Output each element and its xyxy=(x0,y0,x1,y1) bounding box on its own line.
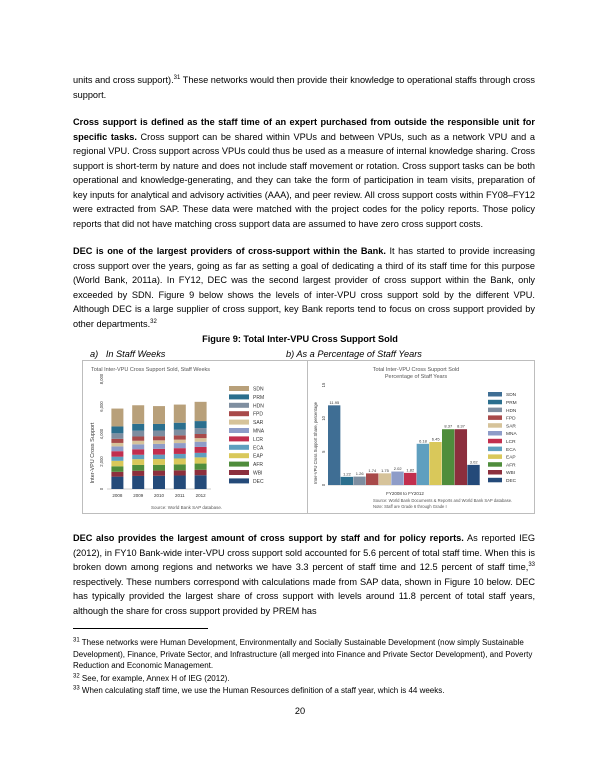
legend-label: LCR xyxy=(506,440,516,445)
legend-label: WBI xyxy=(253,470,263,477)
bar-segment-sdn xyxy=(111,409,123,427)
y-tick-label: 0 xyxy=(321,483,326,487)
bar-segment-afr xyxy=(153,465,165,471)
bar-lcr xyxy=(404,473,416,485)
y-tick-label: 8,000 xyxy=(99,373,104,385)
footnote-number: 32 xyxy=(73,673,80,680)
data-label: 8.37 xyxy=(444,423,453,429)
legend-label: FPD xyxy=(506,416,516,422)
legend-label: HDN xyxy=(506,408,517,414)
bar-segment-eca xyxy=(132,455,144,459)
paragraph-text: These networks would then provide their knowledge to operational staffs through cross support. xyxy=(73,75,535,100)
bar-segment-hdn xyxy=(132,431,144,437)
bar-segment-eca xyxy=(111,457,123,461)
bar-segment-wbi xyxy=(111,472,123,477)
y-axis-label: Inter-VPU Cross Support Share, percentage xyxy=(313,402,318,484)
data-label: 3.02 xyxy=(469,459,478,465)
paragraph-text: As reported IEG (2012), in FY10 Bank-wide inter-VPU cross support sold accounted for 5.6 percent of total staff time. When this is broken down among regions and networks we have 3.3 percent of staff time and 12.5 percent of staff time, xyxy=(73,533,535,572)
bar-segment-eca xyxy=(153,455,165,459)
legend-swatch xyxy=(229,386,249,391)
paragraph-dec-provider xyxy=(73,244,535,331)
legend-label: SDN xyxy=(253,386,264,393)
bar-prm xyxy=(341,477,353,485)
bar-fpd xyxy=(366,473,378,485)
bar-segment-dec xyxy=(111,477,123,489)
footnote-divider xyxy=(73,628,208,629)
bar-segment-sdn xyxy=(195,402,207,421)
legend-swatch xyxy=(488,400,502,405)
x-axis-label: FY2008 to FY2012 xyxy=(386,491,424,496)
bar-segment-mna xyxy=(153,444,165,449)
footnote-text: These networks were Human Development, Environmentally and Socially Sustainable Development (now simply Sustainable Development), Finance, Private Sector, and Infrastructure (all merged into Finance and Private Sector Development), and Poverty Reduction and Economic Management. xyxy=(73,638,533,670)
x-tick-label: 2012 xyxy=(195,493,206,498)
legend-swatch xyxy=(488,462,502,467)
legend-label: AFR xyxy=(506,463,516,469)
bar-segment-lcr xyxy=(174,448,186,454)
paragraph-text: It has started to provide increasing cross support over the years, going as far as setting a goal of dedicating a third of its staff time for this purpose (World Bank, 2011a). In FY12, DEC was the second largest provider of cross support within the Bank, only exceeded by SDN. Figure 9 below shows the levels of inter-VPU cross support sold by the different VPU. Although DEC is a large supplier of cross support, key Bank reports tend to focus on cross support provided by other departments. xyxy=(73,246,535,329)
paragraph-text: units and cross support). xyxy=(73,75,174,85)
legend-swatch xyxy=(488,392,502,397)
bar-segment-mna xyxy=(195,442,207,447)
legend-label: PRM xyxy=(253,394,265,401)
bar-segment-dec xyxy=(174,476,186,489)
legend-swatch xyxy=(488,415,502,420)
y-axis-label: Inter-VPU Cross Support xyxy=(90,422,96,484)
legend-swatch xyxy=(229,403,249,408)
bar-segment-sar xyxy=(195,438,207,442)
bar-segment-sar xyxy=(132,441,144,445)
bar-segment-afr xyxy=(111,466,123,472)
bar-segment-dec xyxy=(132,476,144,489)
paragraph-cross-support-definition xyxy=(73,115,535,231)
paragraph-text: Cross support can be shared within VPUs and between VPUs, such as a network VPU and a regional VPU. Cross support across VPUs could thus be used as a measure of internal knowledge sharing. Cross support is short-term by nature and does not include staff movement or rotation. Cross support tasks can be both operational and knowledge-generating, and they can take the form of participation in team visits, preparation of key inputs for analytical and advisory activities (AAA), and peer review. All cross support costs within FY08–FY12 were extracted from SAP. These data were matched with the project codes for the policy reports. Those policy reports that did not have matching cross support data are assumed to have zero cross support costs. xyxy=(73,131,535,229)
chart-percentage xyxy=(307,360,535,514)
bar-segment-sar xyxy=(153,440,165,444)
bar-segment-afr xyxy=(132,465,144,471)
chart-staff-weeks-svg xyxy=(83,361,309,513)
legend-swatch xyxy=(488,431,502,436)
bar-segment-eca xyxy=(195,453,207,458)
legend-label: PRM xyxy=(506,401,517,406)
x-tick-label: 2009 xyxy=(133,493,144,498)
bar-segment-hdn xyxy=(111,433,123,439)
legend-label: FPD xyxy=(253,411,263,418)
chart-note: Note: Staff are Grade 6 through Grade I xyxy=(373,504,447,509)
footnote-text: When calculating staff time, we use the Human Resources definition of a staff year, which is 44 weeks. xyxy=(79,686,445,695)
footnote-number: 33 xyxy=(73,685,80,692)
bar-mna xyxy=(391,472,403,485)
data-label: 1.75 xyxy=(381,467,389,473)
chart-title: Total Inter-VPU Cross Support Sold xyxy=(372,367,460,373)
data-label: 6.45 xyxy=(431,436,440,442)
paragraph-text: respectively. These numbers correspond with calculations made from SAP data, shown in Figure 10 below. DEC has typically provided the largest share of cross support with levels around 11.8 percent of total staff years, although the share for cross support provided by PREM has xyxy=(73,576,535,616)
chart-title: Total Inter-VPU Cross Support Sold, Staff Weeks xyxy=(91,367,211,373)
data-label: 1.26 xyxy=(355,471,364,477)
legend-label: DEC xyxy=(506,479,517,484)
data-label: 2.02 xyxy=(393,466,402,472)
bar-hdn xyxy=(353,477,365,485)
bar-sdn xyxy=(328,405,340,485)
data-label: 1.82 xyxy=(406,467,415,473)
footnote-ref[interactable]: 33 xyxy=(528,561,535,568)
legend-label: MNA xyxy=(253,428,265,435)
bar-segment-mna xyxy=(174,443,186,448)
bar-segment-fpd xyxy=(195,434,207,438)
bar-segment-eap xyxy=(132,459,144,465)
legend-label: SAR xyxy=(506,424,516,430)
chart-subtitle: Percentage of Staff Years xyxy=(384,374,448,380)
y-tick-label: 6,000 xyxy=(99,401,104,412)
legend-swatch xyxy=(229,394,249,399)
bar-segment-prm xyxy=(174,423,186,430)
legend-label: HDN xyxy=(253,403,264,410)
bar-segment-hdn xyxy=(195,428,207,434)
bar-segment-eap xyxy=(174,458,186,464)
chart-staff-weeks xyxy=(82,360,310,514)
bar-sar xyxy=(379,473,391,485)
paragraph-lead: DEC is one of the largest providers of cross-support within the Bank. xyxy=(73,246,386,256)
footnote-ref[interactable]: 31 xyxy=(173,74,181,81)
data-label: 11.95 xyxy=(329,399,340,405)
x-tick-label: 2011 xyxy=(174,493,185,498)
x-tick-label: 2008 xyxy=(112,493,123,498)
paragraph-continuation xyxy=(73,73,535,102)
bar-eca xyxy=(417,444,429,485)
data-label: 1.22 xyxy=(343,471,351,477)
bar-segment-fpd xyxy=(153,436,165,440)
legend-swatch xyxy=(488,408,502,413)
data-label: 8.37 xyxy=(457,423,465,429)
legend-label: SDN xyxy=(506,393,517,399)
footnote-33 xyxy=(73,685,535,697)
bar-segment-mna xyxy=(111,446,123,451)
footnote-31 xyxy=(73,637,535,672)
legend-label: LCR xyxy=(253,436,264,443)
legend-swatch xyxy=(229,470,249,475)
bar-segment-wbi xyxy=(132,471,144,476)
bar-segment-dec xyxy=(153,476,165,489)
bar-segment-fpd xyxy=(111,439,123,443)
legend-swatch xyxy=(229,478,249,483)
bar-segment-afr xyxy=(174,464,186,470)
paragraph-lead: DEC also provides the largest amount of cross support by staff and for policy reports. xyxy=(73,533,464,543)
bar-wbi xyxy=(455,429,467,485)
y-tick-label: 15 xyxy=(321,382,326,388)
legend-swatch xyxy=(488,439,502,444)
bar-segment-lcr xyxy=(195,447,207,453)
figure-subtitle-a: a) In Staff Weeks xyxy=(90,349,166,359)
bar-segment-prm xyxy=(153,424,165,431)
paragraph-lead: Cross support is defined as the staff time of an expert purchased from outside the responsible unit for specific tasks. xyxy=(73,117,535,142)
legend-swatch xyxy=(229,411,249,416)
footnote-text: See, for example, Annex H of IEG (2012). xyxy=(79,674,230,683)
legend-label: DEC xyxy=(253,478,264,485)
data-label: 6.18 xyxy=(419,438,427,444)
y-tick-label: 5 xyxy=(321,450,326,453)
y-tick-label: 0 xyxy=(99,487,104,491)
bar-segment-eap xyxy=(111,461,123,467)
bar-segment-wbi xyxy=(153,471,165,476)
legend-label: ECA xyxy=(506,447,516,453)
bar-segment-sar xyxy=(174,440,186,443)
bar-afr xyxy=(442,429,454,485)
legend-swatch xyxy=(488,454,502,459)
legend-swatch xyxy=(488,423,502,428)
bar-segment-prm xyxy=(111,426,123,433)
footnote-number: 31 xyxy=(73,637,80,644)
legend-label: MNA xyxy=(506,432,517,438)
footnote-32 xyxy=(73,673,535,685)
legend-swatch xyxy=(229,420,249,425)
bar-segment-wbi xyxy=(174,470,186,475)
legend-swatch xyxy=(488,447,502,452)
chart-source: Source: World Bank Documents & Reports and World Bank SAP database. xyxy=(373,498,513,503)
bar-segment-hdn xyxy=(153,431,165,437)
bar-eap xyxy=(429,442,441,485)
legend-label: EAP xyxy=(506,455,516,461)
bar-segment-prm xyxy=(132,424,144,431)
legend-swatch xyxy=(229,462,249,467)
bar-dec xyxy=(467,465,479,485)
legend-swatch xyxy=(229,436,249,441)
bar-segment-eap xyxy=(195,457,207,463)
figure-title: Figure 9: Total Inter-VPU Cross Support Sold xyxy=(202,334,398,344)
bar-segment-sdn xyxy=(174,405,186,423)
bar-segment-mna xyxy=(132,444,144,449)
bar-segment-sdn xyxy=(153,406,165,424)
bar-segment-lcr xyxy=(153,449,165,455)
bar-segment-eca xyxy=(174,454,186,459)
figure-subtitle-b: b) As a Percentage of Staff Years xyxy=(286,349,422,359)
y-tick-label: 2,000 xyxy=(99,456,104,467)
bar-segment-hdn xyxy=(174,430,186,436)
legend-swatch xyxy=(488,478,502,483)
y-tick-label: 10 xyxy=(321,415,326,421)
footnote-ref[interactable]: 32 xyxy=(150,318,157,325)
data-label: 1.74 xyxy=(368,467,377,473)
chart-source: Source: World Bank SAP database. xyxy=(151,505,223,510)
bar-segment-fpd xyxy=(174,435,186,439)
legend-label: ECA xyxy=(253,445,264,452)
bar-segment-sar xyxy=(111,443,123,446)
y-tick-label: 4,000 xyxy=(99,428,104,440)
bar-segment-wbi xyxy=(195,470,207,476)
bar-segment-dec xyxy=(195,475,207,489)
chart-percentage-svg xyxy=(308,361,534,513)
bar-segment-sdn xyxy=(132,405,144,424)
legend-label: AFR xyxy=(253,462,263,469)
paragraph-dec-largest xyxy=(73,531,535,618)
legend-swatch xyxy=(229,445,249,450)
legend-swatch xyxy=(488,470,502,475)
bar-segment-afr xyxy=(195,464,207,470)
x-tick-label: 2010 xyxy=(153,493,165,498)
legend-label: EAP xyxy=(253,453,264,460)
page-number: 20 xyxy=(294,706,306,716)
bar-segment-eap xyxy=(153,459,165,465)
legend-label: SAR xyxy=(253,420,264,427)
bar-segment-prm xyxy=(195,421,207,428)
legend-swatch xyxy=(229,428,249,433)
bar-segment-lcr xyxy=(111,451,123,457)
legend-swatch xyxy=(229,453,249,458)
bar-segment-fpd xyxy=(132,436,144,440)
legend-label: WBI xyxy=(506,471,516,477)
bar-segment-lcr xyxy=(132,449,144,455)
